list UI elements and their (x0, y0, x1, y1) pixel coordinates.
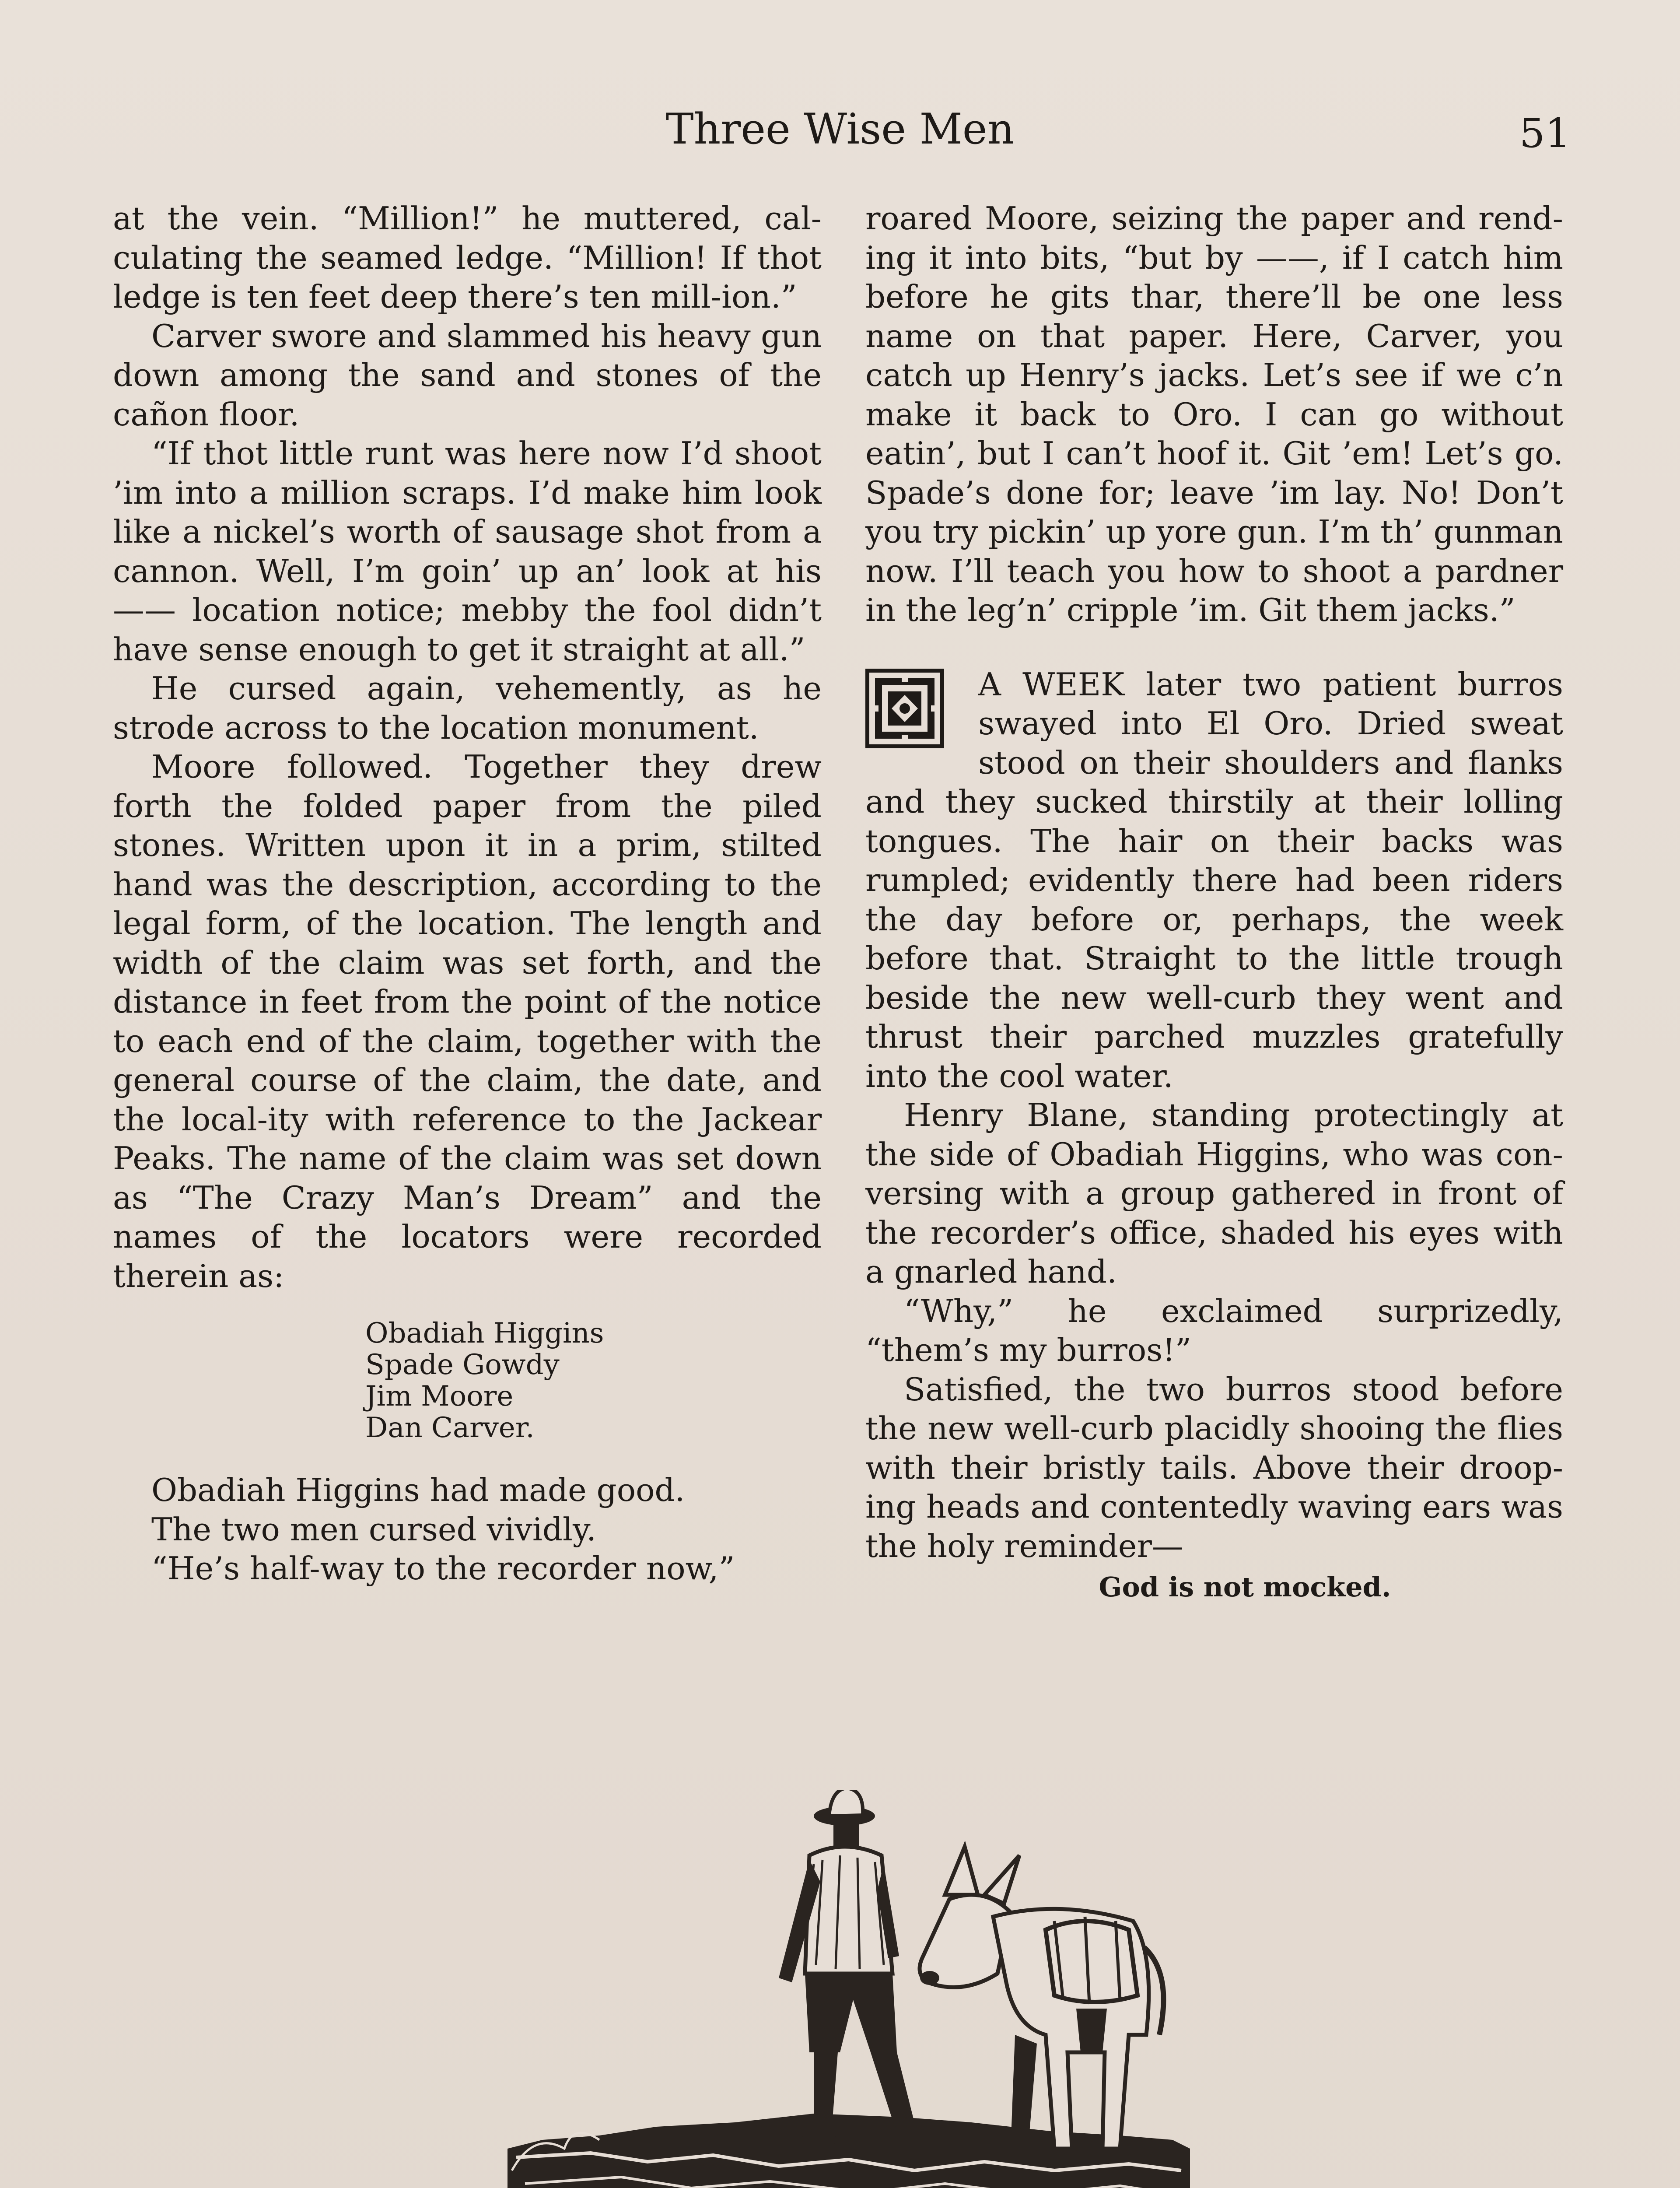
paragraph: Satisfied, the two burros stood before the new well-curb placidly shooing the flies with their bristly tails. Above their droop-ing heads and contentedly waving ears was the holy reminder— (865, 1371, 1563, 1564)
running-title: Three Wise Men (665, 105, 1015, 154)
paragraph: The two men cursed vividly. (151, 1511, 596, 1548)
paragraph: at the vein. “Million!” he muttered, cal-culating the seamed ledge. “Million! If thot ledge is ten feet deep there’s ten mill-ion.” (113, 200, 822, 315)
section-opening (865, 665, 1563, 1096)
section-lead-words: A WEEK (978, 666, 1125, 703)
paragraph: Moore followed. Together they drew forth the folded paper from the piled stones. Written upon it in a prim, stilted hand was the description, according to the legal form, of the location. The length and width of the claim was set forth, and the distance in feet from the point of the notice to each end of the claim, together with the general course of the claim, the date, and the local-ity with reference to the Jackear Peaks. The name of the claim was set down as “The Crazy Man’s Dream” and the names of the locators were recorded therein as: (113, 748, 822, 1294)
paragraph: Obadiah Higgins had made good. (151, 1472, 685, 1508)
locator-name: Spade Gowdy (365, 1349, 560, 1381)
paragraph: A WEEK later two patient burros swayed into El Oro. Dried sweat stood on their shoulders and flanks and they sucked thirstily at their lolling tongues. The hair on their backs was rumpled; evidently there had been riders the day before or, perhaps, the week before that. Straight to the little trough beside the new well-curb they went and thrust their parched muzzles gratefully into the cool water. (865, 666, 1563, 1094)
ornament-icon (865, 669, 944, 748)
right-column (865, 199, 1563, 1607)
paragraph: Carver swore and slammed his heavy gun down among the sand and stones of the cañon floor. (113, 317, 822, 433)
paragraph: “Why,” he exclaimed surprizedly, “them’s my burros!” (865, 1292, 1563, 1368)
locator-name: Dan Carver. (365, 1412, 535, 1444)
paragraph: roared Moore, seizing the paper and rend-ing it into bits, “but by ——, if I catch him before he gits thar, there’ll be one less name on that paper. Here, Carver, you catch up Henry’s jacks. Let’s see if we c’n make it back to Oro. I can go without eatin’, but I can’t hoof it. Git ’em! Let’s go. Spade’s done for; leave ’im lay. No! Don’t you try pickin’ up yore gun. I’m th’ gunman now. I’ll teach you how to shoot a pardner in the leg’n’ cripple ’im. Git them jacks.” (865, 200, 1563, 628)
page-number: 51 (1519, 110, 1571, 157)
left-column (113, 199, 822, 1588)
closing-line: God is not mocked. (1099, 1571, 1391, 1603)
paragraph: He cursed again, vehemently, as he strode across to the location monument. (113, 670, 822, 746)
locator-names-list (365, 1318, 822, 1444)
locator-name: Obadiah Higgins (365, 1317, 604, 1350)
prospector-and-burro-illustration (508, 1790, 1190, 2188)
locator-name: Jim Moore (365, 1380, 514, 1413)
paragraph: “He’s half-way to the recorder now,” (151, 1550, 735, 1587)
paragraph: “If thot little runt was here now I’d shoot ’im into a million scraps. I’d make him look like a nickel’s worth of sausage shot from a cannon. Well, I’m goin’ up an’ look at his —— location notice; mebby the fool didn’t have sense enough to get it straight at all.” (113, 435, 822, 668)
paragraph: Henry Blane, standing protectingly at the side of Obadiah Higgins, who was con-versing with a group gathered in front of the recorder’s office, shaded his eyes with a gnarled hand. (865, 1097, 1563, 1290)
